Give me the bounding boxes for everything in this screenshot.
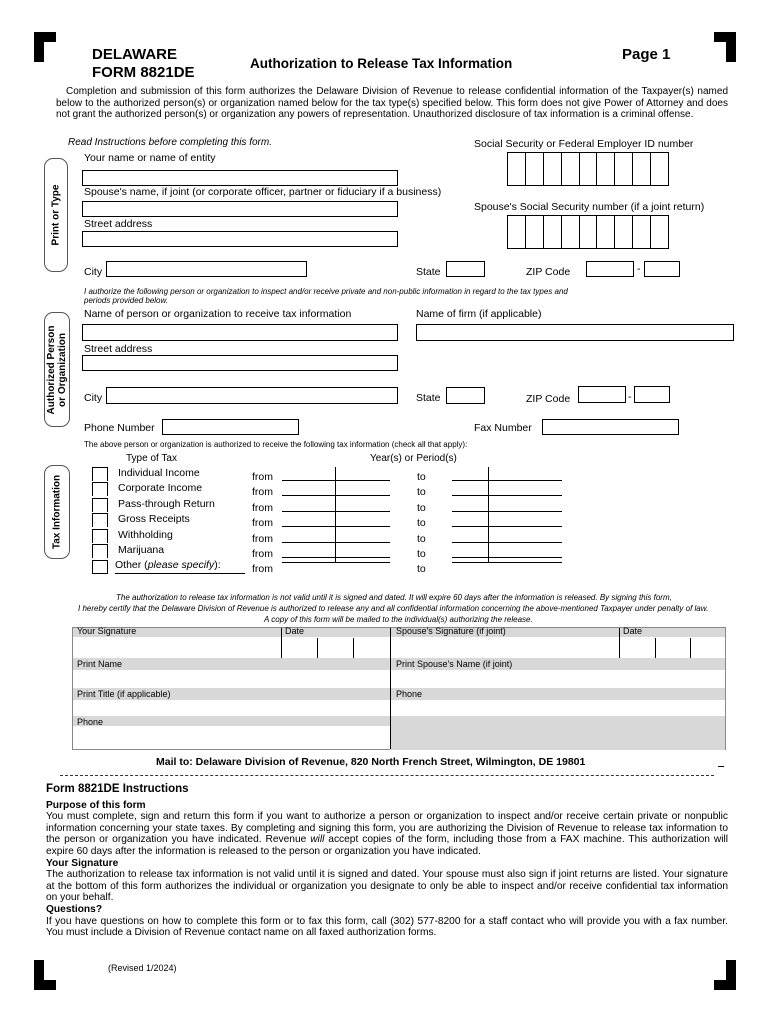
firm-name-input[interactable] [416, 324, 734, 341]
authorized-name-label: Name of person or organization to receive tax information [84, 308, 352, 320]
other-specify-underline[interactable] [115, 573, 245, 574]
corner-mark-top-right [714, 32, 736, 62]
tax-type-label: Gross Receipts [118, 513, 190, 525]
to-label: to [417, 548, 426, 560]
your-signature-field[interactable] [73, 637, 281, 658]
print-name-field[interactable] [73, 670, 390, 688]
zip-label: ZIP Code [526, 266, 571, 278]
years-header: Year(s) or Period(s) [370, 453, 457, 464]
spouse-ssn-input-grid[interactable] [507, 215, 669, 249]
certification-line3: A copy of this form will be mailed to the individual(s) authorizing the release. [264, 615, 533, 624]
tax-type-checkbox-other[interactable] [92, 560, 108, 574]
cut-line [60, 775, 714, 776]
phone-left-field[interactable] [73, 726, 390, 749]
print-name-label: Print Name [77, 659, 123, 669]
corner-mark-bottom-left [34, 960, 56, 990]
to-label: to [417, 486, 426, 498]
zip-plus4-input[interactable] [644, 261, 680, 277]
street-address-input[interactable] [82, 231, 398, 247]
phone-right-field[interactable] [391, 700, 725, 716]
to-label: to [417, 502, 426, 514]
to-period-field[interactable] [452, 495, 562, 496]
corner-mark-top-left [34, 32, 56, 62]
tax-type-label: Marijuana [118, 544, 165, 556]
from-period-field-other[interactable] [282, 562, 390, 563]
signature-paragraph: The authorization to release tax information is not valid until it is signed and dated. Your spouse must also sign if joint returns are listed. Your signature at the bottom of this form authorizes the individual or organization you designate to only be able to inspect and/or receive confidential tax information on your behalf. [46, 869, 728, 904]
side-label-tax-information-text: Tax Information [51, 474, 63, 550]
your-date-label: Date [285, 626, 305, 636]
tax-type-checkbox[interactable] [92, 498, 108, 512]
instructions-title: Form 8821DE Instructions [46, 783, 189, 795]
spouse-name-label: Spouse's name, if joint (or corporate officer, partner or fiduciary if a business) [84, 186, 442, 198]
to-period-field[interactable] [452, 542, 562, 543]
to-label: to [417, 533, 426, 545]
zip-input[interactable] [586, 261, 634, 277]
phone-right-label: Phone [396, 689, 423, 699]
print-title-label: Print Title (if applicable) [77, 689, 171, 699]
from-period-field[interactable] [282, 511, 390, 512]
taxpayer-name-input[interactable] [82, 170, 398, 186]
tax-type-checkbox[interactable] [92, 482, 108, 496]
to-period-field-other[interactable] [452, 562, 562, 563]
print-spouse-name-field[interactable] [391, 670, 725, 688]
from-label: from [252, 517, 273, 529]
from-label: from [252, 486, 273, 498]
from-period-field[interactable] [282, 542, 390, 543]
other-suffix: ): [214, 559, 221, 571]
ssn-input-grid[interactable] [507, 152, 669, 186]
print-spouse-name-label: Print Spouse's Name (if joint) [396, 659, 513, 669]
to-label: to [417, 471, 426, 483]
purpose-will: will [310, 834, 325, 846]
print-title-field[interactable] [73, 700, 390, 716]
fax-number-input[interactable] [542, 419, 679, 435]
purpose-heading: Purpose of this form [46, 799, 146, 811]
spouse-name-input[interactable] [82, 201, 398, 217]
tax-type-other [115, 559, 221, 571]
other-please-specify: please specify [147, 559, 215, 571]
to-period-field[interactable] [452, 480, 562, 481]
type-of-tax-header: Type of Tax [126, 453, 177, 464]
city-label: City [84, 266, 103, 278]
from-period-field[interactable] [282, 526, 390, 527]
authorized-state-label: State [416, 392, 441, 404]
from-label: from [252, 502, 273, 514]
authorized-street-label: Street address [84, 343, 153, 355]
to-label: to [417, 517, 426, 529]
side-label-print-or-type [44, 158, 68, 272]
tax-info-intro: The above person or organization is authorized to receive the following tax information (check all that apply): [84, 440, 468, 449]
authorized-zip-dash: - [628, 391, 632, 403]
side-label-authorized-text [46, 325, 68, 414]
page-number: Page 1 [622, 46, 671, 63]
questions-paragraph: If you have questions on how to complete this form or to fax this form, call (302) 577-8200 for a staff contact who will provide you with a fax number. You must include a Division of Revenue contact name on all faxed authorization forms. [46, 915, 728, 939]
side-label-authorized [44, 312, 70, 427]
mail-to: Mail to: Delaware Division of Revenue, 820 North French Street, Wilmington, DE 19801 [156, 756, 586, 768]
tax-type-label: Withholding [118, 529, 173, 541]
tax-type-label: Individual Income [118, 467, 200, 479]
zip-dash: - [637, 263, 641, 275]
purpose-text-1: You must complete, sign and return this form if you want to authorize a person or organization to inspect and/or receive certain private or nonpublic information concerning your state taxes. By completing and signing this form, you are authorizing the Division of Revenue to release tax information to the person or organization you have indicated. Revenue [46, 811, 728, 846]
from-period-field[interactable] [282, 480, 390, 481]
authorized-city-label: City [84, 392, 103, 404]
read-instructions: Read Instructions before completing this form. [68, 137, 272, 148]
corner-mark-bottom-right [714, 960, 736, 990]
state-label: State [416, 266, 441, 278]
spouse-date-label: Date [623, 626, 643, 636]
from-period-field[interactable] [282, 495, 390, 496]
tax-type-checkbox[interactable] [92, 467, 108, 481]
authorized-state-input[interactable] [446, 387, 485, 404]
instructions [46, 784, 728, 939]
state-input[interactable] [446, 261, 485, 277]
signature-heading: Your Signature [46, 857, 119, 869]
revised-date: (Revised 1/2024) [108, 963, 177, 973]
side-label-tax-information [44, 465, 70, 559]
street-address-label: Street address [84, 218, 153, 230]
authorized-city-input[interactable] [106, 387, 398, 404]
cut-line-tick [718, 766, 724, 767]
side-label-print-or-type-text: Print or Type [50, 184, 62, 246]
spouse-date-field[interactable] [620, 637, 725, 658]
spouse-signature-field[interactable] [391, 637, 619, 658]
authorized-zip-label: ZIP Code [526, 393, 571, 405]
purpose-paragraph [46, 811, 728, 857]
your-date-field[interactable] [282, 637, 390, 658]
fax-number-label: Fax Number [474, 422, 532, 434]
ssn-label: Social Security or Federal Employer ID number [474, 138, 694, 150]
to-period-field[interactable] [452, 511, 562, 512]
from-label: from [252, 563, 273, 575]
to-period-field[interactable] [452, 557, 562, 558]
authorize-text: I authorize the following person or organization to inspect and/or receive private and non-public information in regard to the tax types and periods provided below. [84, 287, 568, 305]
tax-type-label: Corporate Income [118, 482, 203, 494]
signature-row4-shade [73, 716, 725, 726]
tax-type-checkbox[interactable] [92, 544, 108, 558]
firm-name-label: Name of firm (if applicable) [416, 308, 542, 320]
spouse-signature-label: Spouse's Signature (if joint) [396, 626, 506, 636]
intro-paragraph: Completion and submission of this form authorizes the Delaware Division of Revenue to release confidential information of the Taxpayer(s) named below to the authorized person(s) or organization named below for the tax type(s) specified below. This form does not give Power of Attorney and does not grant the authorized person(s) or organization any powers of representation. Unauthorized disclosure of tax information is a criminal offense. [56, 86, 728, 120]
phone-number-label: Phone Number [84, 422, 155, 434]
tax-type-checkbox[interactable] [92, 529, 108, 543]
from-label: from [252, 548, 273, 560]
authorized-zip-input[interactable] [578, 386, 626, 403]
purpose-text-2: accept copies of the form, including those from a FAX machine. This authorization will expire 60 days after the information is released to the person or organization you have indicated. [46, 834, 728, 857]
phone-number-input[interactable] [162, 419, 299, 435]
to-period-field[interactable] [452, 526, 562, 527]
your-signature-label: Your Signature [77, 626, 137, 636]
authorized-street-input[interactable] [82, 355, 398, 371]
taxpayer-name-label: Your name or name of entity [84, 152, 216, 164]
city-input[interactable] [106, 261, 307, 277]
form-title: Authorization to Release Tax Information [250, 56, 513, 71]
questions-heading: Questions? [46, 903, 103, 915]
from-label: from [252, 533, 273, 545]
certification-line2: I hereby certify that the Delaware Division of Revenue is authorized to release any and all confidential information concerning the above-mentioned Taxpayer under penalty of law. [78, 604, 709, 613]
authorized-zip-plus4-input[interactable] [634, 386, 670, 403]
other-prefix: Other ( [115, 559, 148, 571]
signature-block [72, 627, 726, 750]
tax-type-checkbox[interactable] [92, 513, 108, 527]
from-period-field[interactable] [282, 557, 390, 558]
state-title: DELAWARE [92, 46, 178, 63]
from-label: from [252, 471, 273, 483]
phone-left-label: Phone [77, 717, 104, 727]
period-grid-divider-2 [488, 467, 489, 563]
side-label-authorized-line2: or Organization [57, 332, 68, 407]
period-grid-divider-1 [335, 467, 336, 563]
side-label-authorized-line1: Authorized Person [46, 325, 57, 414]
certification-line1: The authorization to release tax information is not valid until it is signed and dated. It will expire 60 days after the information is released. By signing this form, [116, 593, 672, 602]
signature-bottom-right-shade [390, 726, 725, 750]
form-number: FORM 8821DE [92, 64, 195, 81]
authorized-name-input[interactable] [82, 324, 398, 341]
spouse-ssn-label: Spouse's Social Security number (if a joint return) [474, 201, 705, 213]
tax-type-label: Pass-through Return [118, 498, 215, 510]
to-label: to [417, 563, 426, 575]
